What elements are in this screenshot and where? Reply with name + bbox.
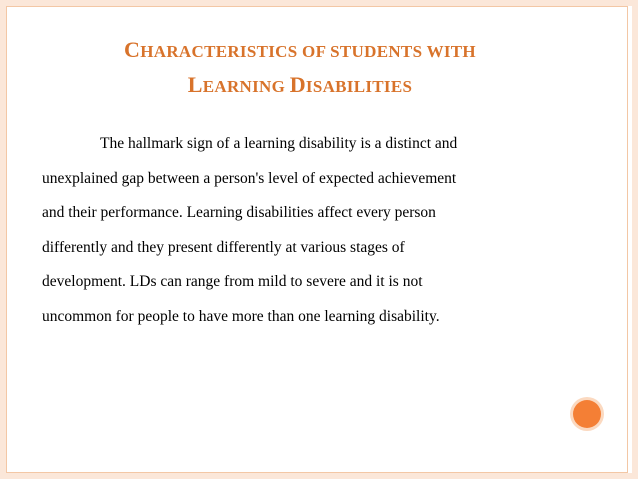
title-line-2 [40, 69, 560, 104]
title-initial-c: C [124, 37, 141, 62]
title-text-2: EARNING [202, 77, 290, 96]
body-line: The hallmark sign of a learning disability is a distinct and [100, 135, 458, 152]
body-line: development. LDs can range from mild to severe and it is not [42, 273, 423, 290]
title-line-1 [40, 34, 560, 69]
slide-title [40, 34, 560, 104]
decorative-circle-icon [573, 400, 601, 428]
title-initial-d: D [289, 72, 306, 97]
body-line: and their performance. Learning disabilities affect every person [42, 204, 436, 221]
body-line: unexplained gap between a person's level of expected achievement [42, 169, 457, 187]
title-text-3: ISABILITIES [305, 77, 413, 96]
body-line: uncommon for people to have more than one learning disability. [42, 307, 440, 325]
title-text-1: HARACTERISTICS OF STUDENTS WITH [140, 42, 476, 61]
title-initial-l: L [187, 72, 203, 97]
body-line: differently and they present differently at various stages of [42, 238, 405, 256]
body-paragraph [42, 127, 528, 334]
